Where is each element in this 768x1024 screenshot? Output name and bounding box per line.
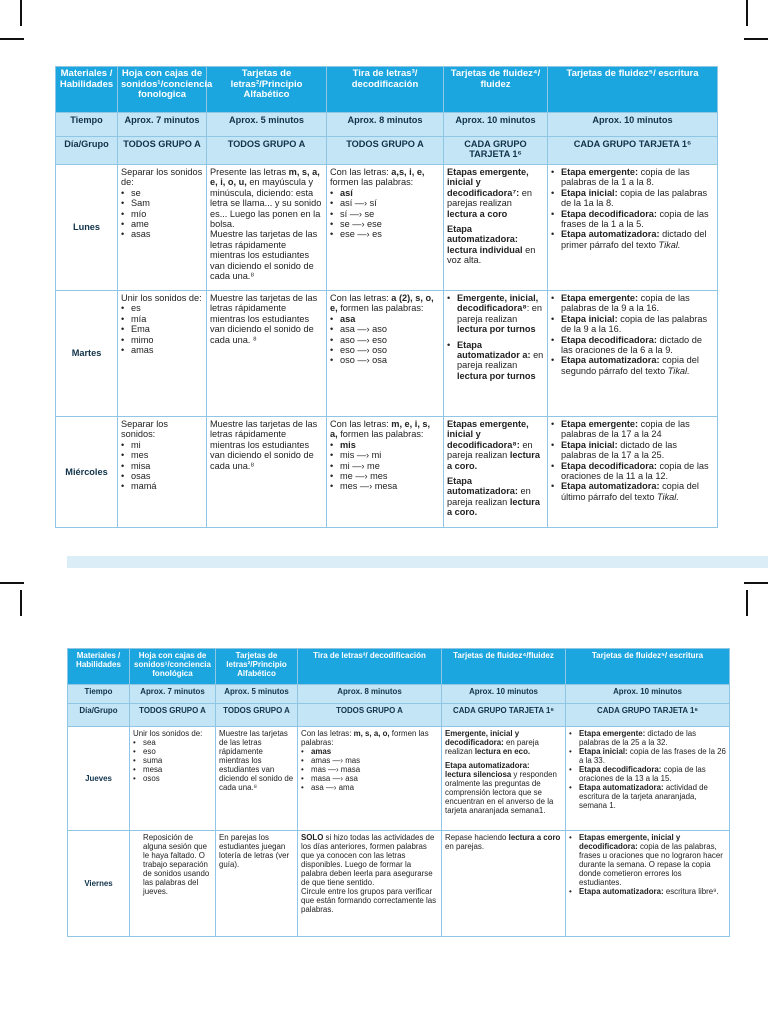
cell-text: Emergente, inicial, decodificadora⁸	[457, 293, 539, 314]
list-item	[569, 747, 726, 765]
cell-text: SOLO	[301, 833, 324, 842]
cell-text: lectura a coro.	[447, 496, 540, 518]
cell-text: en voz alta.	[447, 244, 536, 266]
jueves-c5	[442, 727, 566, 831]
cell-text: formen las palabras:	[301, 729, 429, 747]
cell-text: en parejas.	[445, 842, 485, 851]
word-list	[121, 188, 203, 240]
crop-mark	[20, 0, 22, 26]
cell-text: m, s, a, e, i, o, u,	[210, 167, 320, 188]
cell-text: a (2), s, o, e,	[330, 293, 434, 314]
grupo-c6: CADA GRUPO TARJETA 1⁶	[566, 704, 730, 727]
list-item: • mía	[121, 314, 203, 324]
list-item	[569, 765, 726, 783]
crop-mark	[744, 38, 768, 40]
crop-mark	[746, 590, 748, 616]
tiempo-c5: Aprox. 10 minutos	[444, 113, 548, 137]
header-tarjetas-letras: Tarjetas de letras²/Principio Alfabético	[216, 649, 298, 685]
cell-text: Etapa inicial:	[579, 747, 628, 756]
viernes-c3: En parejas los estudiantes juegan lotería de letras (ver guía).	[216, 831, 298, 937]
tiempo-c2: Aprox. 7 minutos	[118, 113, 207, 137]
tiempo-c5: Aprox. 10 minutos	[442, 685, 566, 704]
row-label-grupo: Día/Grupo	[56, 137, 118, 165]
grupo-c6: CADA GRUPO TARJETA 1⁶	[548, 137, 718, 165]
cell-text: Etapa automatizadora: lectura individual	[447, 224, 523, 255]
list-item	[569, 783, 726, 810]
cell-text: copia de las palabras de la 1 a la 8.	[561, 167, 690, 188]
cell-text: en pareja realizan	[447, 439, 533, 461]
list-item	[447, 340, 544, 382]
day-martes: Martes	[56, 291, 118, 417]
cell-text: Separar los sonidos de:	[121, 167, 203, 188]
list-item	[551, 314, 714, 335]
list-item: • mes	[121, 450, 203, 460]
grupo-c4: TODOS GRUPO A	[298, 704, 442, 727]
list-item: • mesa	[133, 765, 212, 774]
header-tira-letras: Tira de letras³/ decodificación	[298, 649, 442, 685]
list-item: • mi	[121, 440, 203, 450]
cell-text: copia de las oraciones de la 11 a la 12.	[561, 460, 709, 482]
word-list	[551, 293, 714, 376]
crop-mark	[0, 38, 24, 40]
list-item	[447, 293, 544, 335]
list-item	[569, 729, 726, 747]
cell-text: Etapa automatizadora:	[561, 229, 660, 240]
cell-text: copia del segundo párrafo del texto	[561, 355, 699, 376]
viernes-c2	[130, 831, 216, 937]
cell-text: copia de las palabras, frases u oraciones que no lograron hacer durante la semana. O repase la copia donde cometieron errores los estudiantes.	[579, 842, 723, 887]
header-materiales: Materiales / Habilidades	[68, 649, 130, 685]
jueves-c6	[566, 727, 730, 831]
cell-text: en pareja realizan	[457, 350, 544, 371]
list-item: • osos	[133, 774, 212, 783]
list-item	[551, 419, 714, 440]
header-hoja-cajas: Hoja con cajas de sonidos¹/conciencia fonologica	[118, 67, 207, 113]
word-list	[301, 747, 438, 792]
list-item: • así —› sí	[330, 198, 440, 208]
header-fluidez: Tarjetas de fluidez⁴/fluidez	[442, 649, 566, 685]
cell-text: Tikal.	[657, 491, 679, 502]
cell-text: copia de las palabras de la 17 a la 24	[561, 419, 690, 440]
tiempo-c3: Aprox. 5 minutos	[207, 113, 327, 137]
cell-text: Etapa emergente:	[561, 167, 639, 177]
list-item: • sea	[133, 738, 212, 747]
cell-text: formen las palabras:	[330, 177, 414, 188]
list-item	[551, 335, 714, 356]
miercoles-c5	[444, 417, 548, 528]
list-item	[330, 188, 440, 198]
grupo-c2: TODOS GRUPO A	[118, 137, 207, 165]
schedule-table-1	[55, 66, 718, 528]
day-miercoles: Miércoles	[56, 417, 118, 528]
cell-text: Repase haciendo	[445, 833, 509, 842]
day-viernes: Viernes	[68, 831, 130, 937]
list-item	[551, 229, 714, 250]
crop-mark	[20, 590, 22, 616]
cell-text: lectura en eco.	[474, 747, 531, 756]
martes-c3: Muestre las tarjetas de las letras rápidamente mientras los estudiantes van diciendo el sonido de cada una. ⁸	[207, 291, 327, 417]
cell-text: lectura a coro.	[447, 450, 540, 471]
cell-text: copia del último párrafo del texto	[561, 481, 699, 502]
cell-text: copia de las oraciones de la 13 a la 15.	[579, 765, 706, 783]
schedule-table-2	[67, 648, 730, 937]
grupo-c4: TODOS GRUPO A	[327, 137, 444, 165]
grupo-c3: TODOS GRUPO A	[216, 704, 298, 727]
miercoles-c3: Muestre las tarjetas de las letras rápidamente mientras los estudiantes van diciendo el sonido de cada una.⁸	[207, 417, 327, 528]
list-item: • masa —› asa	[301, 774, 438, 783]
martes-c5	[444, 291, 548, 417]
list-item	[551, 167, 714, 188]
cell-text: copia de las palabras de la 1a la 8.	[561, 187, 708, 209]
page-divider-band	[67, 556, 768, 568]
word-list	[569, 833, 726, 896]
list-item	[330, 314, 440, 324]
row-label-grupo: Día/Grupo	[68, 704, 130, 727]
word-list	[551, 167, 714, 250]
cell-text: y responden oralmente las preguntas de comprensión lectora que se encuentran en el anverso de la tarjeta anaranjada semana1.	[445, 770, 557, 815]
list-item: • amas	[121, 345, 203, 355]
list-item	[569, 887, 726, 896]
list-item: • mi —› me	[330, 461, 440, 471]
header-escritura: Tarjetas de fluidez⁵/ escritura	[548, 67, 718, 113]
cell-text: en mayúscula y minúscula, diciendo: esta letra se llama... y su sonido es... Luego las ponen en la bolsa.	[210, 177, 322, 230]
cell-text: Emergente, inicial y decodificadora:	[445, 729, 520, 747]
list-item: • mas —› masa	[301, 765, 438, 774]
word-list	[121, 440, 203, 492]
miercoles-c2	[118, 417, 207, 528]
cell-text: copia de las palabras de la 9 a la 16.	[561, 313, 708, 335]
cell-text: Separar los sonidos:	[121, 419, 168, 440]
cell-text: Etapa decodificadora:	[579, 765, 662, 774]
row-label-tiempo: Tiempo	[68, 685, 130, 704]
list-item: • es	[121, 303, 203, 313]
grupo-c5: CADA GRUPO TARJETA 1⁶	[442, 704, 566, 727]
list-item: • mis —› mi	[330, 450, 440, 460]
viernes-c6	[566, 831, 730, 937]
list-item: • amas —› mas	[301, 756, 438, 765]
cell-text: formen las palabras:	[337, 303, 424, 314]
grupo-c2: TODOS GRUPO A	[130, 704, 216, 727]
tiempo-c4: Aprox. 8 minutos	[327, 113, 444, 137]
list-item: • ame	[121, 219, 203, 229]
jueves-c2	[130, 727, 216, 831]
list-item	[551, 293, 714, 314]
word-list	[551, 419, 714, 502]
cell-text: Con las letras:	[330, 419, 392, 429]
cell-text: actividad de escritura de la tarjeta anaranjada, semana 1.	[579, 783, 708, 810]
list-item: • mamá	[121, 481, 203, 491]
list-item	[551, 209, 714, 230]
list-item: • eso —› oso	[330, 345, 440, 355]
cell-text: Etapa automatizadora:	[445, 761, 530, 770]
cell-text: lectura silenciosa	[445, 770, 512, 779]
header-materiales: Materiales / Habilidades	[56, 67, 118, 113]
list-item: • Ema	[121, 324, 203, 334]
cell-text: Etapa automatizadora:	[579, 887, 664, 896]
cell-text: Etapa decodificadora:	[561, 334, 657, 345]
cell-text: Con las letras:	[301, 729, 354, 738]
cell-text: Tikal.	[658, 239, 681, 250]
cell-text: Etapa inicial:	[561, 439, 618, 450]
header-tira-letras: Tira de letras³/ decodificación	[327, 67, 444, 113]
list-item: • me —› mes	[330, 471, 440, 481]
day-jueves: Jueves	[68, 727, 130, 831]
word-list	[569, 729, 726, 810]
jueves-c4	[298, 727, 442, 831]
header-escritura: Tarjetas de fluidez⁵/ escritura	[566, 649, 730, 685]
cell-text: dictado de las oraciones de la 6 a la 9.	[561, 334, 702, 356]
cell-text: Etapa emergente:	[561, 293, 639, 303]
cell-text: dictado de las palabras de la 25 a la 32.	[579, 729, 697, 747]
list-item: • oso —› osa	[330, 355, 440, 365]
tiempo-c2: Aprox. 7 minutos	[130, 685, 216, 704]
word-list	[133, 738, 212, 783]
tiempo-c6: Aprox. 10 minutos	[566, 685, 730, 704]
cell-text: escritura libre⁹.	[663, 887, 719, 896]
cell-text: así	[340, 187, 353, 198]
cell-text: Etapa automatizadora:	[561, 481, 660, 492]
list-item: • suma	[133, 756, 212, 765]
crop-mark	[744, 582, 768, 584]
cell-text: copia de las frases de la 1 a la 5.	[561, 208, 709, 230]
list-item: • asas	[121, 229, 203, 239]
cell-text: Con las letras:	[330, 167, 392, 177]
word-list	[330, 314, 440, 366]
cell-text: Etapa automatizadora:	[447, 476, 518, 497]
cell-text: lectura por turnos	[457, 370, 536, 381]
cell-text: Etapas emergente, inicial y decodificadora⁷:	[447, 167, 529, 198]
list-item	[551, 461, 714, 482]
list-item: • mes —› mesa	[330, 481, 440, 491]
cell-text: lectura por turnos	[457, 324, 536, 335]
viernes-c5	[442, 831, 566, 937]
cell-text: Etapa automatizadora:	[561, 355, 660, 366]
row-label-tiempo: Tiempo	[56, 113, 118, 137]
cell-text: Etapas emergente, inicial y decodificadora:	[579, 833, 681, 851]
jueves-c3: Muestre las tarjetas de las letras rápidamente mientras los estudiantes van diciendo el sonido de cada una.⁸	[216, 727, 298, 831]
list-item	[551, 188, 714, 209]
cell-text: Etapa emergente:	[579, 729, 646, 738]
martes-c2	[118, 291, 207, 417]
list-item: • se —› ese	[330, 219, 440, 229]
cell-text: Presente las letras	[210, 167, 289, 177]
list-item: • eso	[133, 747, 212, 756]
cell-text: Etapa inicial:	[561, 313, 618, 324]
list-item: • aso —› eso	[330, 335, 440, 345]
list-item: • se	[121, 188, 203, 198]
lunes-c6	[548, 165, 718, 291]
cell-text: mis	[340, 439, 356, 450]
cell-text: Reposición de alguna sesión que le haya faltado. O trabajo separación de sonidos usando las palabras del jueves.	[143, 833, 210, 896]
cell-text: Etapa automatizadora:	[579, 783, 664, 792]
list-item	[551, 355, 714, 376]
list-item	[551, 440, 714, 461]
cell-text	[447, 476, 544, 518]
cell-text: copia de las palabras de la 9 a la 16.	[561, 293, 690, 314]
list-item	[551, 481, 714, 502]
miercoles-c4	[327, 417, 444, 528]
header-fluidez: Tarjetas de fluidez⁴/ fluidez	[444, 67, 548, 113]
lunes-c5	[444, 165, 548, 291]
cell-text: : en pareja realizan	[457, 303, 543, 324]
martes-c4	[327, 291, 444, 417]
lunes-c4	[327, 165, 444, 291]
header-hoja-cajas: Hoja con cajas de sonidos¹/conciencia fonológica	[130, 649, 216, 685]
crop-mark	[0, 582, 24, 584]
tiempo-c4: Aprox. 8 minutos	[298, 685, 442, 704]
cell-text: Tikal.	[667, 365, 690, 376]
cell-text: en pareja realizan	[447, 486, 531, 507]
cell-text: si hizo todas las actividades de los días anteriores, formen palabras que ya conocen con las letras disponibles. Luego de formar la palabra deben leerla para asegurarse de que tiene sentido.	[301, 833, 435, 887]
word-list	[121, 303, 203, 355]
list-item: • ese —› es	[330, 229, 440, 239]
day-lunes: Lunes	[56, 165, 118, 291]
cell-text: Etapa inicial:	[561, 187, 618, 198]
cell-text: formen las palabras:	[337, 429, 424, 440]
cell-text: asa	[340, 313, 356, 324]
cell-text: dictado de las palabras de la 17 a la 25.	[561, 439, 677, 461]
list-item: • asa —› aso	[330, 324, 440, 334]
cell-text: dictado del primer párrafo del texto	[561, 229, 707, 250]
cell-text: Unir los sonidos de:	[121, 293, 202, 303]
word-list	[330, 440, 440, 492]
list-item: • mío	[121, 209, 203, 219]
cell-text: Etapa emergente:	[561, 419, 639, 429]
cell-text: lectura a coro	[447, 208, 508, 219]
list-item: • osas	[121, 471, 203, 481]
grupo-c5: CADA GRUPO TARJETA 1⁶	[444, 137, 548, 165]
list-item	[569, 833, 726, 887]
lunes-c2	[118, 165, 207, 291]
crop-mark	[746, 0, 748, 26]
list-item: • mimo	[121, 335, 203, 345]
word-list	[447, 293, 544, 381]
cell-text: copia de las frases de la 26 a la 33.	[579, 747, 726, 765]
header-tarjetas-letras: Tarjetas de letras²/Principio Alfabético	[207, 67, 327, 113]
cell-text	[447, 224, 544, 266]
cell-text: Etapa automatizador a:	[457, 339, 531, 361]
cell-text: Muestre las tarjetas de las letras rápidamente mientras los estudiantes van diciendo el sonido de cada una.⁸	[210, 229, 318, 282]
miercoles-c6	[548, 417, 718, 528]
cell-text: amas	[311, 747, 332, 756]
viernes-c4	[298, 831, 442, 937]
cell-text: lectura a coro	[508, 833, 561, 842]
cell-text: en parejas realizan	[447, 187, 532, 209]
list-item: • misa	[121, 461, 203, 471]
word-list	[330, 188, 440, 240]
cell-text: Etapa decodificadora:	[561, 208, 657, 219]
cell-text: Circule entre los grupos para verificar que están formando correctamente las palabras.	[301, 887, 437, 914]
cell-text	[445, 761, 562, 815]
cell-text: Etapas emergente, inicial y decodificadora⁸:	[447, 419, 529, 450]
cell-text: en pareja realizan	[445, 738, 539, 756]
cell-text: a,s, i, e,	[391, 167, 425, 177]
cell-text: Unir los sonidos de:	[133, 729, 203, 738]
list-item: • sí —› se	[330, 209, 440, 219]
cell-text: m, e, i, s, a,	[330, 419, 431, 440]
list-item: • Sam	[121, 198, 203, 208]
grupo-c3: TODOS GRUPO A	[207, 137, 327, 165]
cell-text: m, s, a, o,	[353, 729, 390, 738]
martes-c6	[548, 291, 718, 417]
list-item: • asa —› ama	[301, 783, 438, 792]
lunes-c3	[207, 165, 327, 291]
tiempo-c3: Aprox. 5 minutos	[216, 685, 298, 704]
tiempo-c6: Aprox. 10 minutos	[548, 113, 718, 137]
cell-text: Con las letras:	[330, 293, 392, 303]
cell-text: Etapa decodificadora:	[561, 460, 657, 471]
list-item	[330, 440, 440, 450]
list-item	[301, 747, 438, 756]
